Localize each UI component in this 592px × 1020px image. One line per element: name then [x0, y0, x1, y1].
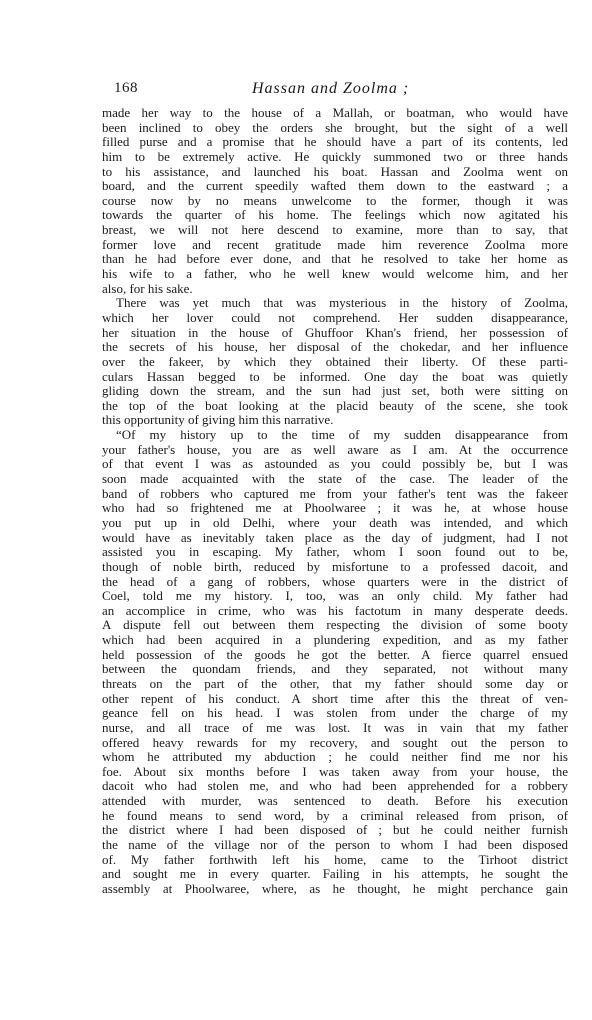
text-line: band of robbers who captured me from your father's tent was the fakeer: [102, 486, 568, 501]
text-line: the top of the boat looking at the placid beauty of the scene, she took: [102, 398, 568, 413]
text-line: assisted you in escaping. My father, whom I soon found out to be,: [102, 545, 568, 560]
text-line: board, and the current speedily wafted them down to the eastward ; a: [102, 179, 568, 194]
text-line: of. My father forthwith left his home, came to the Tirhoot district: [102, 852, 568, 867]
text-line: you put up in old Delhi, where your death was intended, and which: [102, 515, 568, 530]
text-line: the name of the village nor of the person to whom I had been disposed: [102, 838, 568, 853]
text-line: There was yet much that was mysterious in the history of Zoolma,: [116, 296, 568, 311]
text-line: his wife to a father, who he well knew would welcome him, and her: [102, 267, 568, 282]
text-line: other repent of his conduct. A short time after this the threat of ven-: [102, 691, 568, 706]
text-line: also, for his sake.: [102, 281, 193, 296]
text-line: course now by no means unwelcome to the former, though it was: [102, 193, 568, 208]
text-line: soon made acquainted with the state of the case. The leader of the: [102, 472, 568, 487]
text-line: geance fell on his head. I was stolen from under the charge of my: [102, 706, 568, 721]
text-line: your father's house, you are as well aware as I am. At the occurrence: [102, 442, 568, 457]
text-line: this opportunity of giving him this narrative.: [102, 413, 334, 428]
text-line: the head of a gang of robbers, whose quarters were in the district of: [102, 574, 568, 589]
text-line: assembly at Phoolwaree, where, as he thought, he might perchance gain: [102, 881, 568, 896]
text-line: who had so frightened me at Phoolwaree ; it was he, at whose house: [102, 501, 568, 516]
text-line: towards the quarter of his home. The feelings which now agitated his: [102, 208, 568, 223]
text-line: dacoit who had stolen me, and who had been apprehended for a robbery: [102, 779, 568, 794]
text-line: attended with murder, was sentenced to death. Before his execution: [102, 794, 568, 809]
text-line: and sought me in every quarter. Failing in his attempts, he sought the: [102, 867, 568, 882]
text-line: Coel, told me my history. I, too, was an only child. My father had: [102, 589, 568, 604]
text-line: threats on the part of the other, that my father should some day or: [102, 676, 568, 691]
text-line: the district where I had been disposed of ; but he could neither furnish: [102, 823, 568, 838]
text-line: A dispute fell out between them respecting the division of some booty: [102, 618, 568, 633]
text-line: which her lover could not comprehend. Her sudden disappearance,: [102, 310, 568, 325]
text-line: whom he attributed my abduction ; he could neither find me nor his: [102, 750, 568, 765]
text-line: offered heavy rewards for my recovery, and sought out the person to: [102, 735, 568, 750]
text-line: an accomplice in crime, who was his factotum in many desperate deeds.: [102, 603, 568, 618]
running-head: [102, 80, 570, 102]
text-line: nurse, and all trace of me was lost. It was in vain that my father: [102, 720, 568, 735]
text-line: which had been acquired in a plundering expedition, and as my father: [102, 633, 568, 648]
text-line: foe. About six months before I was taken away from your house, the: [102, 764, 568, 779]
page-number: 168: [114, 80, 138, 96]
body-text: [102, 106, 568, 897]
text-line: would have as inevitably taken place as the day of judgment, had I not: [102, 530, 568, 545]
running-title: Hassan and Zoolma ;: [252, 80, 410, 97]
text-line: the secrets of his house, her disposal of the chokedar, and her influence: [102, 340, 568, 355]
text-line: breast, we will not here descend to examine, more than to say, that: [102, 223, 568, 238]
text-line: former love and recent gratitude made him reverence Zoolma more: [102, 237, 568, 252]
text-line: though of noble birth, reduced by misfortune to a professed dacoit, and: [102, 559, 568, 574]
text-line: held possession of the goods he got the better. A fierce quarrel ensued: [102, 647, 568, 662]
text-line: her situation in the house of Ghuffoor Khan's friend, her possession of: [102, 325, 568, 340]
text-line: of that event I was as astounded as you could possibly be, but I was: [102, 457, 568, 472]
text-line: culars Hassan begged to be informed. One day the boat was quietly: [102, 369, 568, 384]
text-line: filled purse and a promise that he should have a part of its contents, led: [102, 135, 568, 150]
text-line: to his assistance, and launched his boat. Hassan and Zoolma went on: [102, 164, 568, 179]
text-line: him to be extremely active. He quickly summoned two or three hands: [102, 149, 568, 164]
text-line: he found means to send word, by a criminal released from prison, of: [102, 808, 568, 823]
text-line: “Of my history up to the time of my sudden disappearance from: [116, 428, 568, 443]
text-line: over the fakeer, by which they obtained their liberty. Of these parti-: [102, 354, 568, 369]
text-line: been inclined to obey the orders she brought, but the sight of a well: [102, 120, 568, 135]
text-line: between the quondam friends, and they separated, not without many: [102, 662, 568, 677]
text-line: made her way to the house of a Mallah, or boatman, who would have: [102, 106, 568, 120]
text-line: gliding down the stream, and the sun had just set, both were sitting on: [102, 384, 568, 399]
text-line: than he had before ever done, and that he resolved to take her home as: [102, 252, 568, 267]
